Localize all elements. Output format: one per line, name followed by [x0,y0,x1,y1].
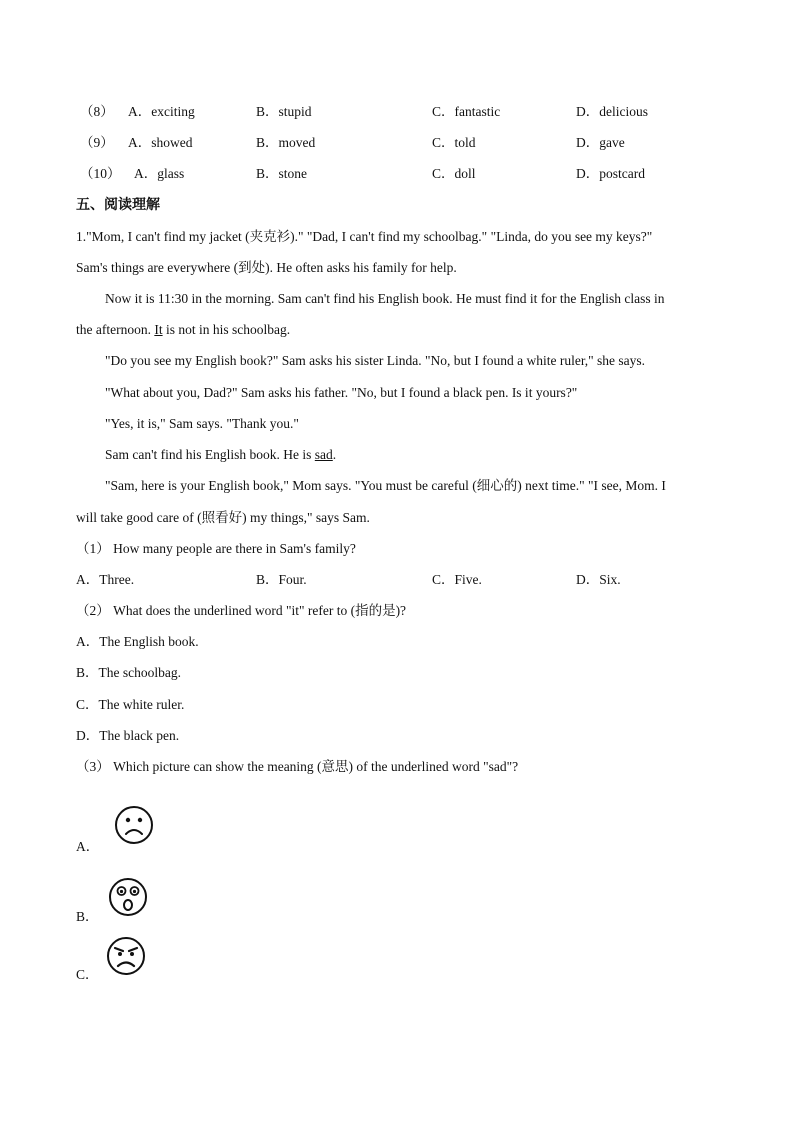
question-stem: （2） What does the underlined word "it" refer to (指的是)? [76,603,407,618]
option-d: D．postcard [576,166,645,181]
option-d: D．gave [576,135,625,150]
option-a: A．exciting [128,104,195,119]
option-a: A．The English book. [76,634,199,649]
surprised-face-icon [108,877,148,917]
option-a-label: A． [76,839,100,854]
passage-text: Sam can't find his English book. He is [105,447,315,462]
option-d: D．The black pen. [76,728,180,743]
option-b: B．stupid [256,104,312,119]
option-c: C．Five. [432,572,482,587]
option-c: C．told [432,135,476,150]
option-d: D．Six. [576,572,621,587]
option-b: B．stone [256,166,308,181]
passage-text: 1."Mom, I can't find my jacket (夹克衫)." "Dad, I can't find my schoolbag." "Linda, do you see my keys?" [76,229,653,244]
passage-line [76,321,290,339]
passage-line [105,446,336,464]
option-row-10 [0,165,794,183]
passage-line: Sam's things are everywhere (到处). He often asks his family for help. [76,260,457,275]
passage-line: Now it is 11:30 in the morning. Sam can't find his English book. He must find it for the English class in [105,291,665,306]
question-stem: （3） Which picture can show the meaning (意思) of the underlined word "sad"? [76,759,519,774]
option-c: C．fantastic [432,104,501,119]
passage-text: is not in his schoolbag. [162,322,291,337]
passage-line: "Sam, here is your English book," Mom says. "You must be careful (细心的) next time." "I see, Mom. I [105,478,666,493]
option-c-label: C． [76,967,99,982]
option-a: A．glass [134,166,185,181]
passage-line: "Do you see my English book?" Sam asks his sister Linda. "No, but I found a white ruler," she says. [105,353,646,368]
option-d: D．delicious [576,104,648,119]
sad-face-icon [114,805,154,845]
option-c: C．doll [432,166,476,181]
option-b: B．The schoolbag. [76,665,181,680]
passage-text: the afternoon. [76,322,155,337]
section-heading: 五、阅读理解 [76,197,160,213]
option-b: B．moved [256,135,316,150]
question-stem: （1） How many people are there in Sam's family? [76,541,356,556]
option-c: C．The white ruler. [76,697,185,712]
option-row-8 [0,103,794,121]
passage-line [76,228,718,246]
question-number: （10） [80,166,121,181]
passage-line: "What about you, Dad?" Sam asks his father. "No, but I found a black pen. Is it yours?" [105,385,578,400]
option-row-9 [0,134,794,152]
option-b-label: B． [76,909,99,924]
option-a: A．showed [128,135,193,150]
question-number: （8） [80,104,114,119]
underlined-word-sad: sad [314,447,333,462]
passage-line: will take good care of (照看好) my things," says Sam. [76,510,370,525]
underlined-word-it: It [154,322,163,337]
option-b: B．Four. [256,572,307,587]
option-a: A．Three. [76,572,135,587]
angry-face-icon [106,936,146,976]
passage-text: . [332,447,337,462]
question-number: （9） [80,135,114,150]
passage-line: "Yes, it is," Sam says. "Thank you." [105,416,299,431]
